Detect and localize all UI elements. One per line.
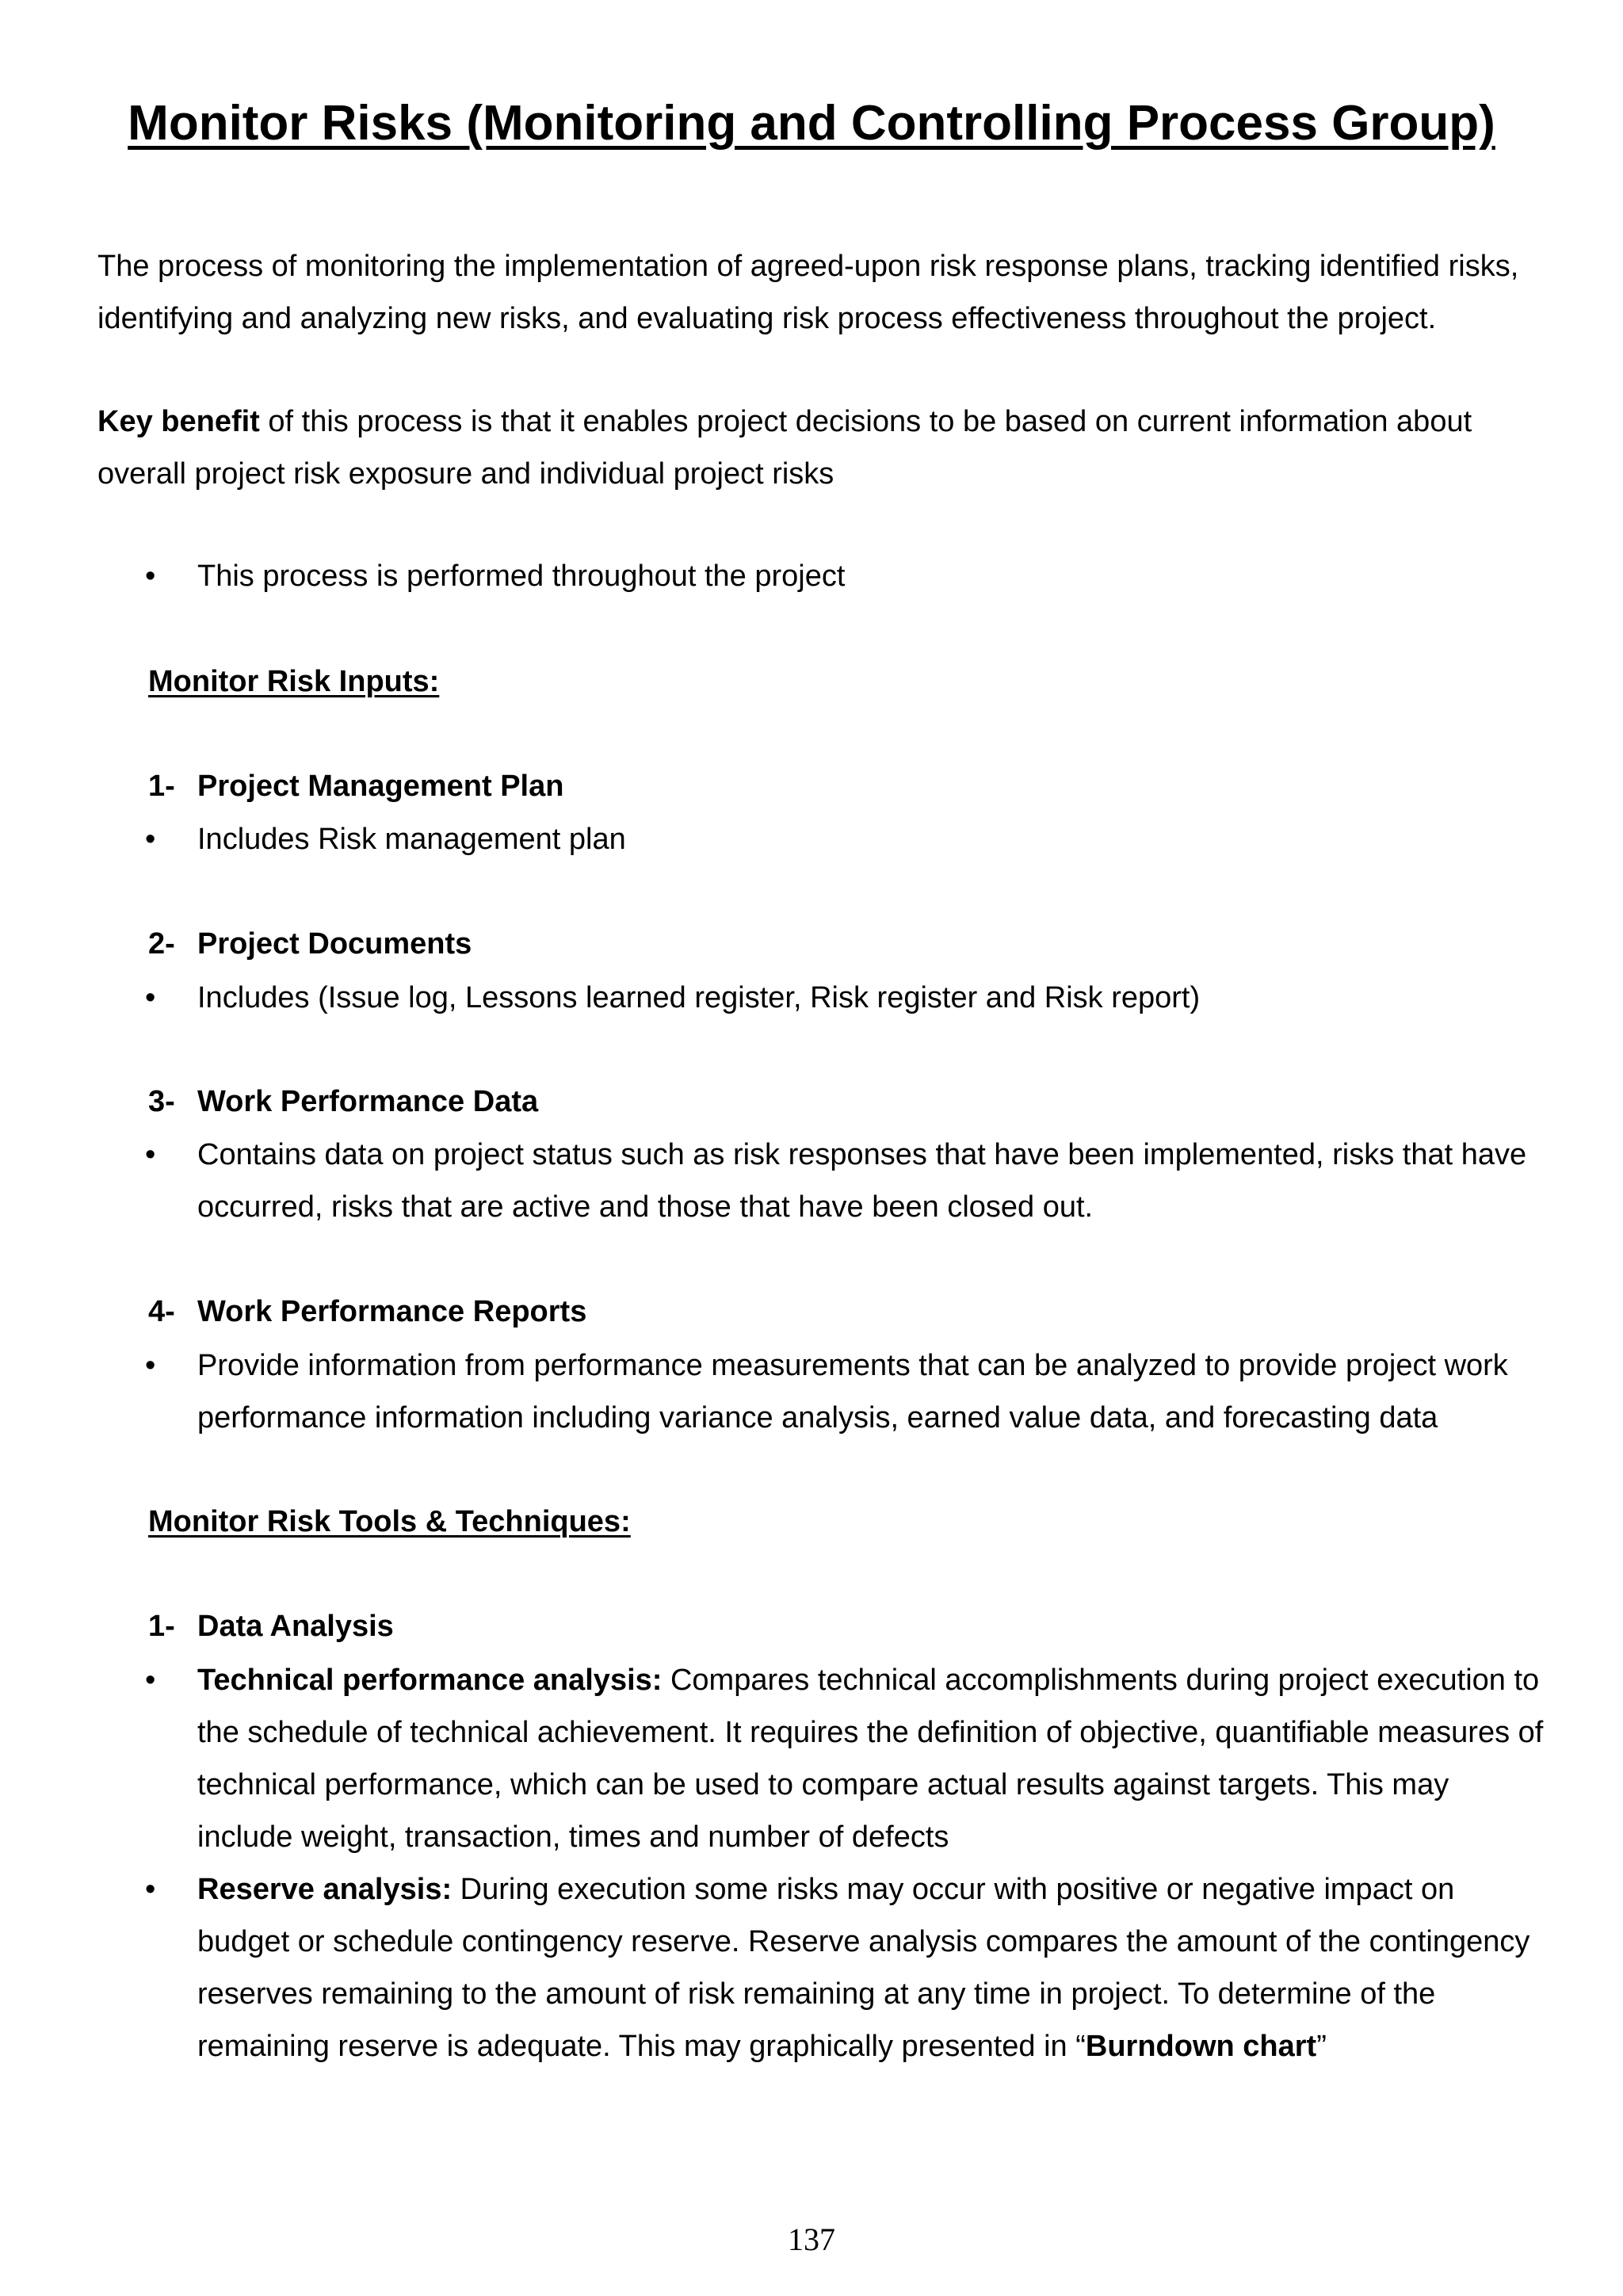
input-item-number: 4- [148, 1295, 175, 1328]
bullet-icon: • [145, 823, 156, 856]
input-item-label: Work Performance Reports [197, 1295, 587, 1328]
key-benefit-label: Key benefit [97, 405, 260, 438]
key-benefit-text: of this process is that it enables project decisions to be based on current information about overall project risk exposure and individual project risks [97, 405, 1472, 491]
technical-performance-analysis-text: Compares technical accomplishments during project execution to the schedule of technical achievement. It requires the definition of objective, quantifiable measures of technical performance, which can be used to compare actual results against targets. This may include weight, transaction, times and number of defects [197, 1664, 1544, 1854]
inputs-heading: Monitor Risk Inputs: [148, 665, 440, 698]
input-item-label: Project Management Plan [197, 770, 564, 803]
input-item-number: 3- [148, 1085, 175, 1118]
input-item-label: Work Performance Data [197, 1085, 539, 1118]
tool-item-number: 1- [148, 1610, 175, 1643]
bullet-icon: • [145, 981, 156, 1014]
input-item-detail: Includes (Issue log, Lessons learned register, Risk register and Risk report) [197, 981, 1201, 1014]
page-title: Monitor Risks (Monitoring and Controlling Process Group) [128, 96, 1495, 151]
reserve-analysis-label: Reserve analysis: [197, 1873, 453, 1906]
tool-item-label: Data Analysis [197, 1610, 394, 1643]
burndown-chart-term: Burndown chart [1085, 2030, 1317, 2063]
input-item-number: 1- [148, 770, 175, 803]
tools-heading: Monitor Risk Tools & Techniques: [148, 1505, 631, 1538]
bullet-icon: • [145, 560, 156, 593]
input-item-detail: Contains data on project status such as risk responses that have been implemented, risks that have occurred, risks that are active and those that have been closed out. [197, 1138, 1527, 1224]
bullet-icon: • [145, 1138, 156, 1171]
input-item-detail: Includes Risk management plan [197, 823, 626, 856]
key-benefit-paragraph [97, 395, 1540, 500]
closing-quote: ” [1316, 2030, 1327, 2063]
input-item-label: Project Documents [197, 927, 472, 961]
technical-performance-analysis-label: Technical performance analysis: [197, 1664, 663, 1697]
bullet-icon: • [145, 1664, 156, 1697]
bullet-icon: • [145, 1349, 156, 1382]
page-number: 137 [788, 2222, 835, 2257]
intro-paragraph: The process of monitoring the implementation of agreed-upon risk response plans, tracking identified risks, identifying and analyzing new risks, and evaluating risk process effectiveness throughout the project. [97, 250, 1519, 335]
performed-note: This process is performed throughout the project [197, 560, 846, 593]
input-item-detail: Provide information from performance measurements that can be analyzed to provide project work performance information including variance analysis, earned value data, and forecasting data [197, 1349, 1508, 1435]
input-item-number: 2- [148, 927, 175, 961]
bullet-icon: • [145, 1873, 156, 1906]
reserve-analysis-text: During execution some risks may occur with positive or negative impact on budget or schedule contingency reserve. Reserve analysis compares the amount of the contingency reserves remaining to the amount of risk remaining at any time in project. To determine of the remaining reserve is adequate. This may graphically presented in “ [197, 1873, 1530, 2063]
